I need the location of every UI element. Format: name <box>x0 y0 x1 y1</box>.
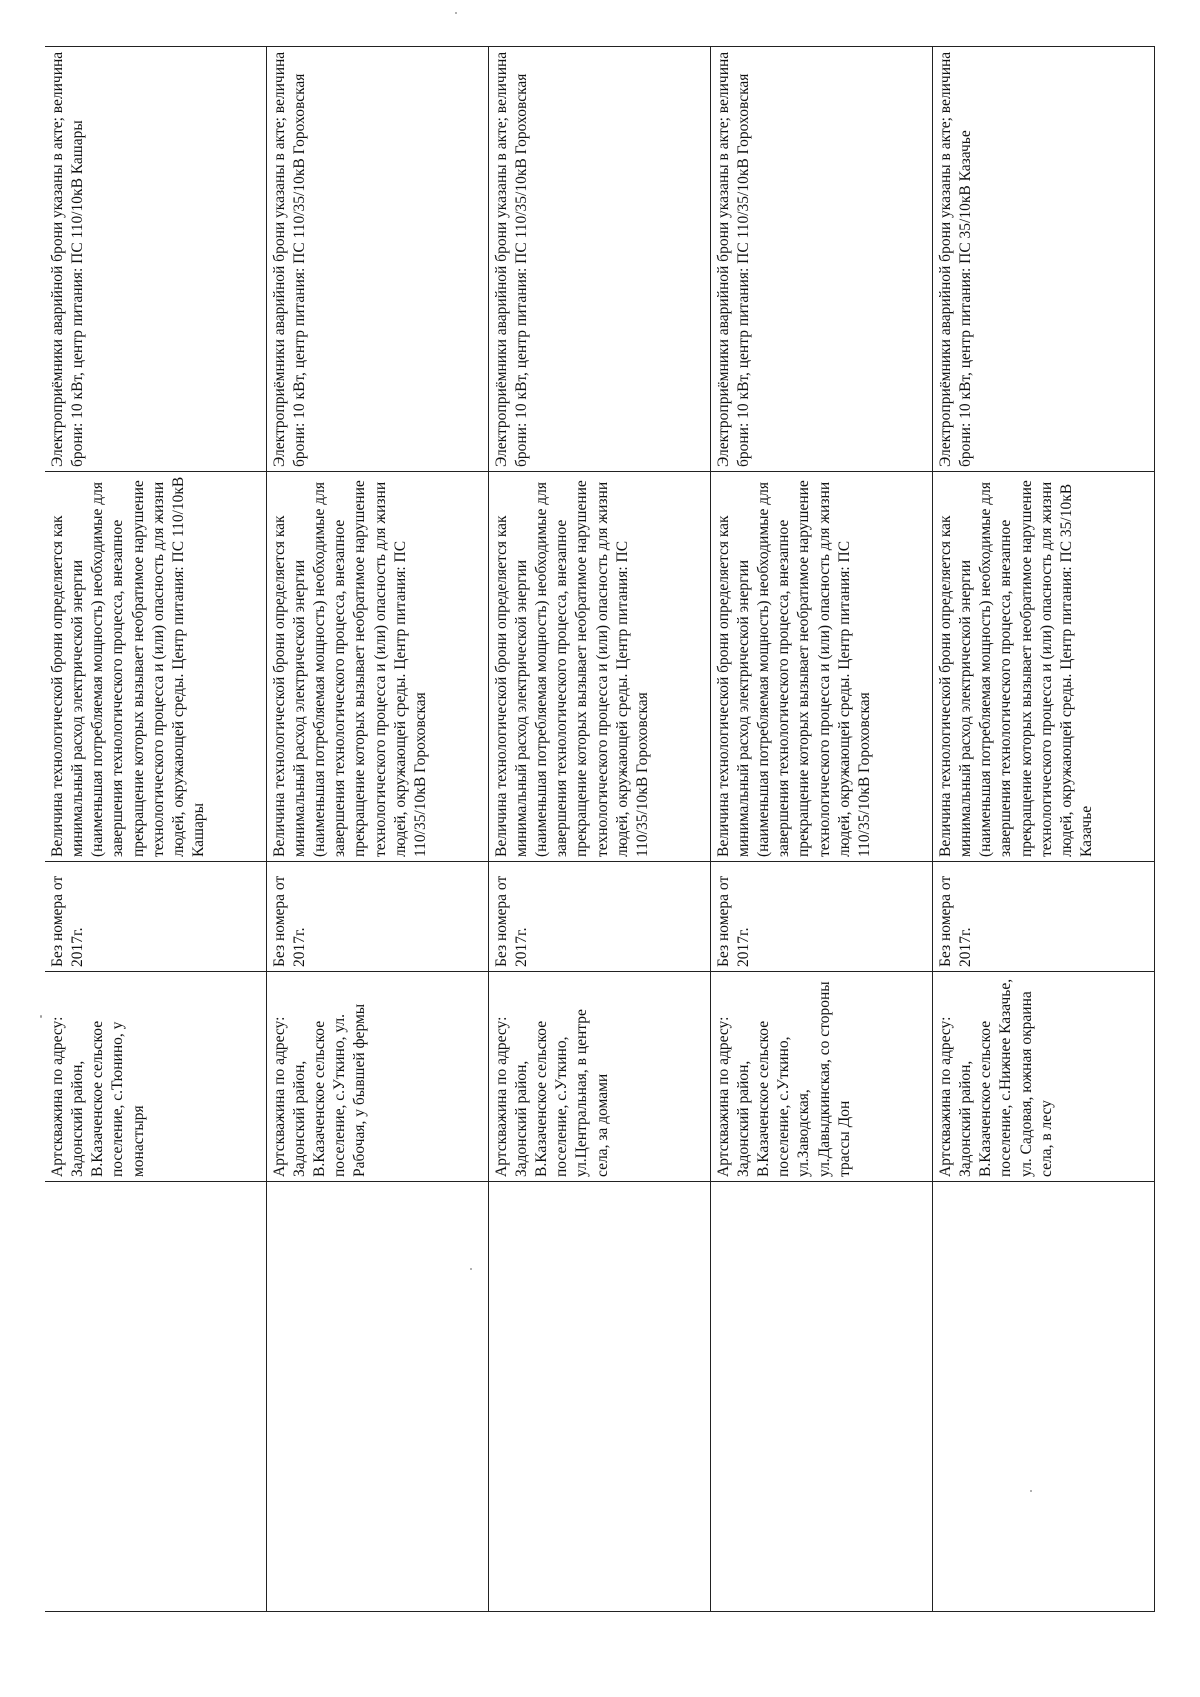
technological-reserve-cell: Величина технологической брони определяется как минимальный расход электрической энергии (наименьшая потребляемая мощность) необходимые для завершения технологического процесса, внезапное прекращение которых вызывает необратимое нарушение технологического процесса и (или) опасность для жизни людей, окружающей среды. Центр питания: ПС 35/10кВ Казачье <box>932 472 1154 862</box>
address-cell: Артскважина по адресу: Задонский район, В.Казаченское сельское поселение, с.Уткино, ул. Рабочая, у бывшей фермы <box>266 972 488 1182</box>
table-row <box>932 47 1154 1612</box>
emergency-reserve-cell: Электроприёмники аварийной брони указаны в акте; величина брони: 10 кВт, центр питания: ПС 110/10кВ Кашары <box>45 47 266 472</box>
scan-speck <box>40 1015 42 1018</box>
empty-cell <box>266 1182 488 1612</box>
reservation-table <box>45 46 1155 1612</box>
technological-reserve-cell: Величина технологической брони определяется как минимальный расход электрической энергии (наименьшая потребляемая мощность) необходимые для завершения технологического процесса, внезапное прекращение которых вызывает необратимое нарушение технологического процесса и (или) опасность для жизни людей, окружающей среды. Центр питания: ПС 110/10кВ Кашары <box>45 472 266 862</box>
emergency-reserve-cell: Электроприёмники аварийной брони указаны в акте; величина брони: 10 кВт, центр питания: ПС 35/10кВ Казачье <box>932 47 1154 472</box>
table-row <box>710 47 932 1612</box>
address-cell: Артскважина по адресу: Задонский район, В.Казаченское сельское поселение, с.Нижнее Казачье, ул. Садовая, южная окраина села, в лесу <box>932 972 1154 1182</box>
address-cell: Артскважина по адресу: Задонский район, В.Казаченское сельское поселение, с.Уткино, ул.Заводская, ул.Давыдкинская, со стороны трассы Дон <box>710 972 932 1182</box>
address-cell: Артскважина по адресу: Задонский район, В.Казаченское сельское поселение, с.Уткино, ул.Центральная, в центре села, за домами <box>488 972 710 1182</box>
emergency-reserve-cell: Электроприёмники аварийной брони указаны в акте; величина брони: 10 кВт, центр питания: ПС 110/35/10кВ Гороховская <box>710 47 932 472</box>
act-cell: Без номера от 2017г. <box>488 862 710 972</box>
scan-speck <box>455 12 457 14</box>
table-row <box>488 47 710 1612</box>
scan-speck <box>470 1268 472 1270</box>
address-cell: Артскважина по адресу: Задонский район, В.Казаченское сельское поселение, с.Тюнино, у монастыря <box>45 972 266 1182</box>
scan-speck <box>1030 1490 1032 1492</box>
empty-cell <box>710 1182 932 1612</box>
act-cell: Без номера от 2017г. <box>932 862 1154 972</box>
act-cell: Без номера от 2017г. <box>266 862 488 972</box>
technological-reserve-cell: Величина технологической брони определяется как минимальный расход электрической энергии (наименьшая потребляемая мощность) необходимые для завершения технологического процесса, внезапное прекращение которых вызывает необратимое нарушение технологического процесса и (или) опасность для жизни людей, окружающей среды. Центр питания: ПС 110/35/10кВ Гороховская <box>488 472 710 862</box>
emergency-reserve-cell: Электроприёмники аварийной брони указаны в акте; величина брони: 10 кВт, центр питания: ПС 110/35/10кВ Гороховская <box>488 47 710 472</box>
table-row <box>266 47 488 1612</box>
empty-cell <box>488 1182 710 1612</box>
empty-cell <box>932 1182 1154 1612</box>
empty-cell <box>45 1182 266 1612</box>
act-cell: Без номера от 2017г. <box>710 862 932 972</box>
technological-reserve-cell: Величина технологической брони определяется как минимальный расход электрической энергии (наименьшая потребляемая мощность) необходимые для завершения технологического процесса, внезапное прекращение которых вызывает необратимое нарушение технологического процесса и (или) опасность для жизни людей, окружающей среды. Центр питания: ПС 110/35/10кВ Гороховская <box>710 472 932 862</box>
technological-reserve-cell: Величина технологической брони определяется как минимальный расход электрической энергии (наименьшая потребляемая мощность) необходимые для завершения технологического процесса, внезапное прекращение которых вызывает необратимое нарушение технологического процесса и (или) опасность для жизни людей, окружающей среды. Центр питания: ПС 110/35/10кВ Гороховская <box>266 472 488 862</box>
act-cell: Без номера от 2017г. <box>45 862 266 972</box>
table-row <box>45 47 266 1612</box>
rotated-page-content <box>45 47 1155 1612</box>
emergency-reserve-cell: Электроприёмники аварийной брони указаны в акте; величина брони: 10 кВт, центр питания: ПС 110/35/10кВ Гороховская <box>266 47 488 472</box>
